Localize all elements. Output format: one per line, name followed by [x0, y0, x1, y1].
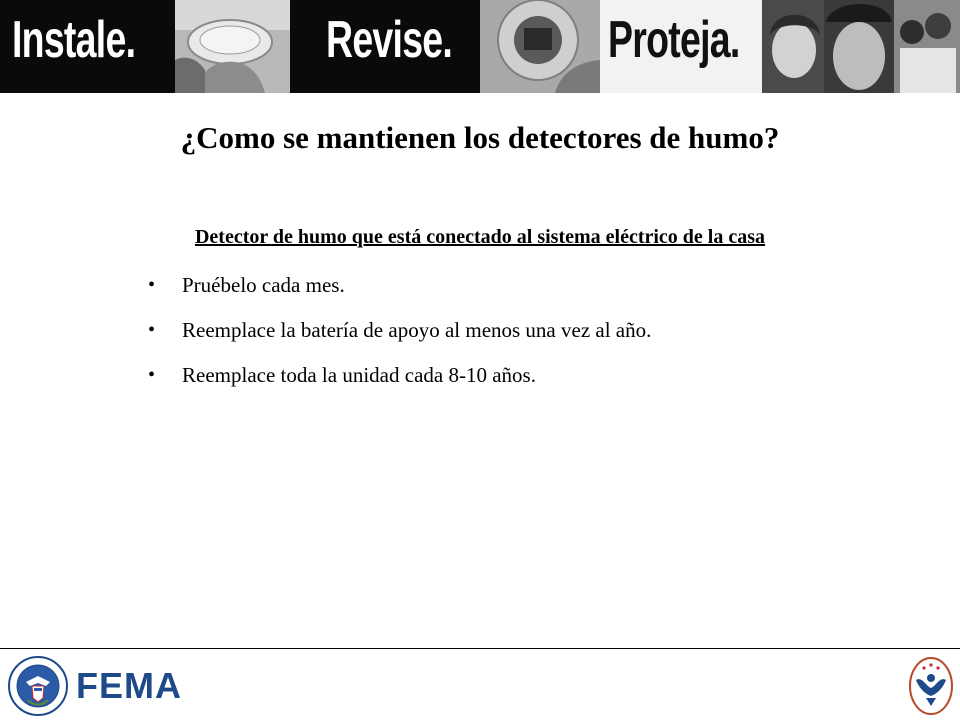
banner-photo-family — [762, 0, 960, 93]
header-banner — [0, 0, 960, 93]
banner-word-protect: Proteja. — [608, 11, 740, 69]
list-item — [148, 315, 651, 360]
bullet-icon: • — [148, 364, 156, 386]
bullet-icon: • — [148, 274, 156, 296]
bullet-icon: • — [148, 319, 156, 341]
list-item-text: Reemplace la batería de apoyo al menos una vez al año. — [182, 318, 652, 342]
page-title: ¿Como se mantienen los detectores de humo? — [180, 120, 780, 155]
banner-photo-check — [480, 0, 600, 93]
smoke-detector-battery-photo — [480, 0, 600, 93]
banner-panel-check — [290, 0, 480, 93]
list-item-text: Pruébelo cada mes. — [182, 273, 345, 297]
smoke-detector-install-photo — [175, 0, 290, 93]
fema-logo-text: FEMA — [76, 665, 182, 706]
list-item-text: Reemplace toda la unidad cada 8-10 años. — [182, 363, 536, 387]
banner-word-check: Revise. — [326, 11, 453, 69]
usfa-eagle-logo-icon — [908, 656, 954, 716]
dhs-seal-icon — [8, 656, 68, 716]
instructions-list — [148, 270, 651, 405]
section-heading: Detector de humo que está conectado al sistema eléctrico de la casa — [194, 226, 766, 248]
banner-photo-install — [175, 0, 290, 93]
family-faces-photo — [762, 0, 960, 93]
banner-panel-install — [0, 0, 175, 93]
list-item — [148, 360, 651, 405]
banner-panel-protect — [600, 0, 762, 93]
footer-divider — [0, 648, 960, 649]
list-item — [148, 270, 651, 315]
banner-word-install: Instale. — [12, 11, 136, 69]
